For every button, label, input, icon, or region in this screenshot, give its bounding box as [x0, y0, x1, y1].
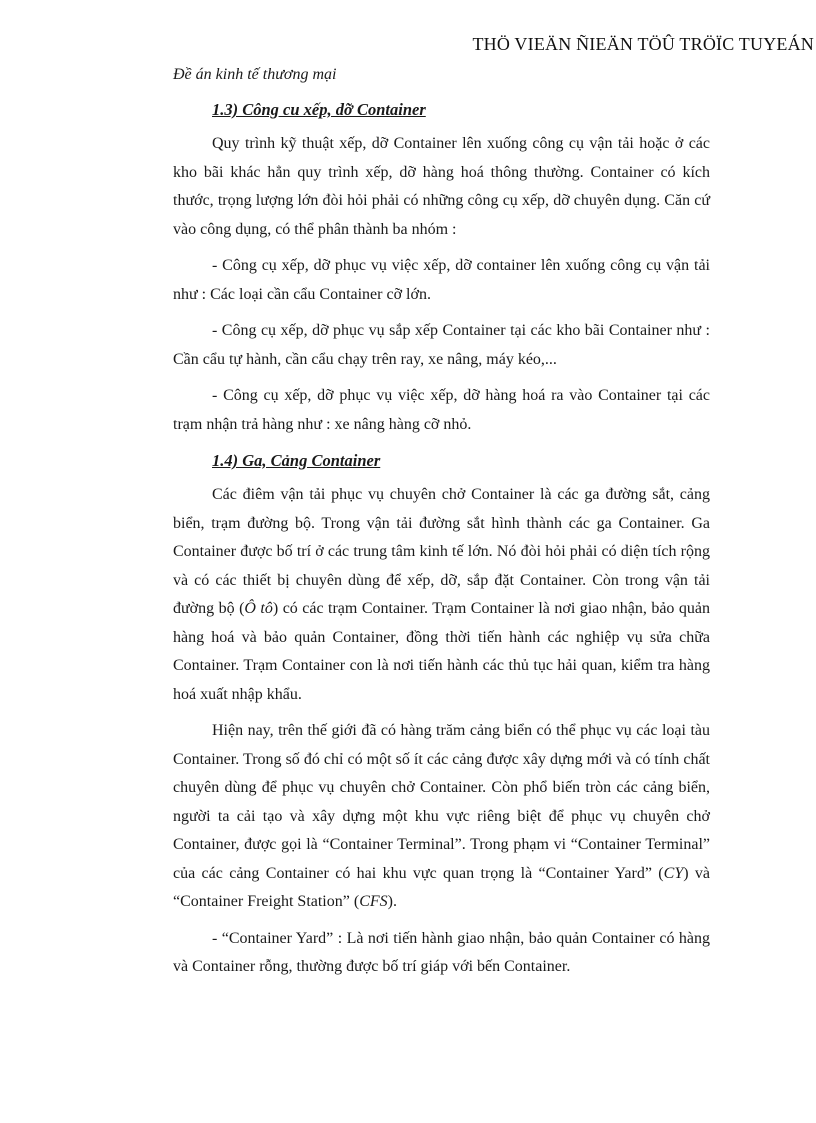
text-run: Hiện nay, trên thế giới đã có hàng trăm cảng biển có thể phục vụ các loại tàu Container. Trong số đó chỉ có một số ít các cảng được xây dựng mới và có tính chất chuyên dùng để phục vụ chuyên chở Container. Còn phổ biến tròn các cảng biển, người ta cải tạo và xây dựng một khu vực riêng biệt để phục vụ chuyên chở Container, được gọi là “Container Terminal”. Trong phạm vi “Container Terminal” của các cảng Container có hai khu vực quan trọng là “Container Yard” (: [173, 722, 710, 882]
library-banner: THÖ VIEÄN ÑIEÄN TÖÛ TRÖÏC TUYEÁN: [472, 34, 814, 54]
section-1-4: [173, 447, 710, 982]
italic-term: Ô tô: [244, 600, 273, 617]
text-run: ) có các trạm Container. Trạm Container là nơi giao nhận, bảo quản hàng hoá và bảo quản Container, đồng thời tiến hành các nghiệp vụ sửa chữa Container. Trạm Container con là nơi tiến hành các thủ tục hải quan, kiểm tra hàng hoá xuất nhập khẩu.: [173, 600, 711, 703]
paragraph: - “Container Yard” : Là nơi tiến hành giao nhận, bảo quản Container có hàng và Container rỗng, thường được bố trí giáp với bến Container.: [173, 929, 710, 975]
paragraph: [173, 481, 710, 709]
paragraph: Quy trình kỹ thuật xếp, dỡ Container lên xuống công cụ vận tải hoặc ở các kho bãi khác hẳn quy trình xếp, dỡ hàng hoá thông thường. Container có kích thước, trọng lượng lớn đòi hỏi phải có những công cụ xếp, dỡ chuyên dụng. Căn cứ vào công dụng, có thể phân thành ba nhóm :: [173, 135, 710, 238]
italic-term: CFS: [359, 893, 388, 910]
document-body: [173, 96, 710, 990]
paragraph: - Công cụ xếp, dỡ phục vụ sắp xếp Container tại các kho bãi Container như : Cần cẩu tự hành, cần cẩu chạy trên ray, xe nâng, máy kéo,...: [173, 322, 710, 368]
italic-term: CY: [663, 864, 684, 882]
text-run: ).: [387, 893, 397, 910]
text-run: ) và “Container Freight Station” (: [173, 864, 710, 910]
section-1-3: [173, 96, 710, 439]
document-header: Đề án kinh tế thương mại: [173, 66, 337, 83]
paragraph: [173, 717, 710, 917]
paragraph: - Công cụ xếp, dỡ phục vụ việc xếp, dỡ container lên xuống công cụ vận tải như : Các loại cần cẩu Container cỡ lớn.: [173, 257, 710, 303]
text-run: Các điêm vận tải phục vụ chuyên chở Container là các ga đường sắt, cảng biển, trạm đường bộ. Trong vận tải đường sắt hình thành các ga Container. Ga Container được bố trí ở các trung tâm kinh tế lớn. Nó đòi hỏi phải có diện tích rộng và có các thiết bị chuyên dùng để xếp, dỡ, sắp đặt Container. Còn trong vận tải đường bộ (: [173, 486, 710, 617]
paragraph: - Công cụ xếp, dỡ phục vụ việc xếp, dỡ hàng hoá ra vào Container tại các trạm nhận trả hàng như : xe nâng hàng cỡ nhỏ.: [173, 387, 710, 433]
section-heading: 1.3) Công cu xếp, dỡ Container: [212, 100, 426, 119]
section-heading: 1.4) Ga, Cảng Container: [212, 451, 381, 470]
